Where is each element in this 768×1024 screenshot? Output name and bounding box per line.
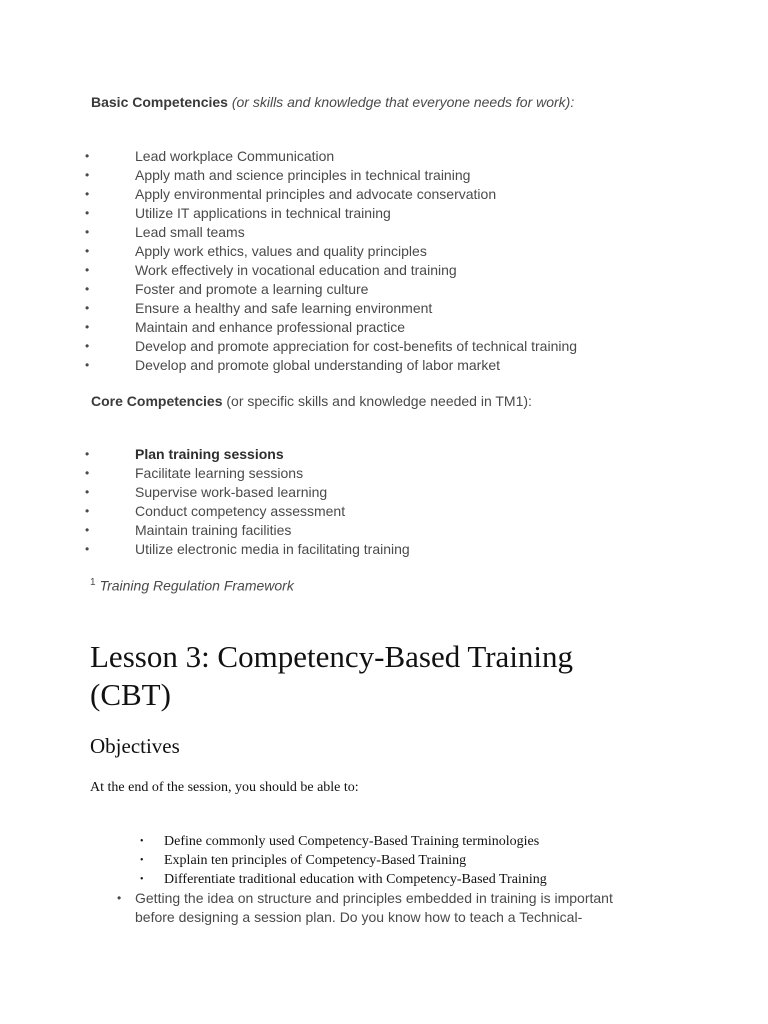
bullet-icon: •	[85, 358, 90, 372]
core-competencies-subtitle: (or specific skills and knowledge needed in TM1):	[226, 393, 532, 409]
bullet-icon: •	[117, 891, 122, 905]
core-competencies-title: Core Competencies	[91, 393, 223, 409]
bullet-icon: •	[85, 206, 90, 220]
bullet-icon: •	[85, 282, 90, 296]
intro-paragraph: Getting the idea on structure and principles embedded in training is important before designing a session plan. Do you know how to teach a Technical-	[135, 890, 613, 925]
bullet-icon: •	[85, 485, 90, 499]
bullet-icon: •	[85, 447, 90, 461]
bullet-icon: •	[140, 874, 144, 885]
basic-competencies-subtitle: (or skills and knowledge that everyone needs for work):	[231, 94, 575, 110]
footnote	[90, 577, 294, 594]
bullet-icon: •	[140, 836, 144, 847]
bullet-icon: •	[140, 855, 144, 866]
basic-competencies-heading	[91, 94, 574, 110]
bullet-icon: •	[85, 504, 90, 518]
footnote-marker: 1	[90, 577, 96, 588]
bullet-icon: •	[85, 244, 90, 258]
bullet-icon: •	[85, 542, 90, 556]
document-page: Basic Competencies (or skills and knowledge that everyone needs for work): • Lead workplace Communication • Apply math and science principles in technical training • Apply environmental principles and advocate conservation • Utilize IT applications in technical training • Lead small teams • Apply work ethics, values and quality principles • Work effectively in vocational education and training • Foster and promote a learning culture • Ensure a healthy and safe learning environment • Maintain and enhance professional practice • Develop and promote appreciation for cost-benefits of technical training • Develop and promote global understanding of labor market Core Competencies (or specific skills and knowledge needed in TM1): • Plan training sessions • Facilitate learning sessions • Supervise work-based learning • Conduct competency assessment • Maintain training facilities • Utilize electronic media in facilitating training $^1$ Training Regulation Framework Lesson 3: Competency-Based Training (CBT) Objectives At the end of the session, you should be able to: • Define commonly used Competency-Based Training terminologies • Explain ten principles of Competency-Based Training • Differentiate traditional education with Competency-Based Training • Getting the idea on structure and principles embedded in training is important before designing a session plan. Do you know how to teach a Technical-	[0, 0, 768, 1024]
bullet-icon: •	[85, 225, 90, 239]
bullet-icon: •	[85, 187, 90, 201]
core-competencies-heading	[91, 393, 532, 409]
bullet-icon: •	[85, 523, 90, 537]
bullet-icon: •	[85, 263, 90, 277]
objectives-heading: Objectives	[90, 734, 180, 758]
bullet-icon: •	[85, 149, 90, 163]
bullet-icon: •	[85, 301, 90, 315]
lesson-title: Lesson 3: Competency-Based Training (CBT)	[90, 639, 574, 712]
bullet-icon: •	[85, 320, 90, 334]
bullet-icon: •	[85, 168, 90, 182]
objectives-intro: At the end of the session, you should be able to:	[90, 780, 359, 795]
bullet-icon: •	[85, 466, 90, 480]
basic-competencies-title: Basic Competencies	[91, 94, 228, 110]
footnote-text: Training Regulation Framework	[99, 577, 294, 594]
bullet-icon: •	[85, 339, 90, 353]
